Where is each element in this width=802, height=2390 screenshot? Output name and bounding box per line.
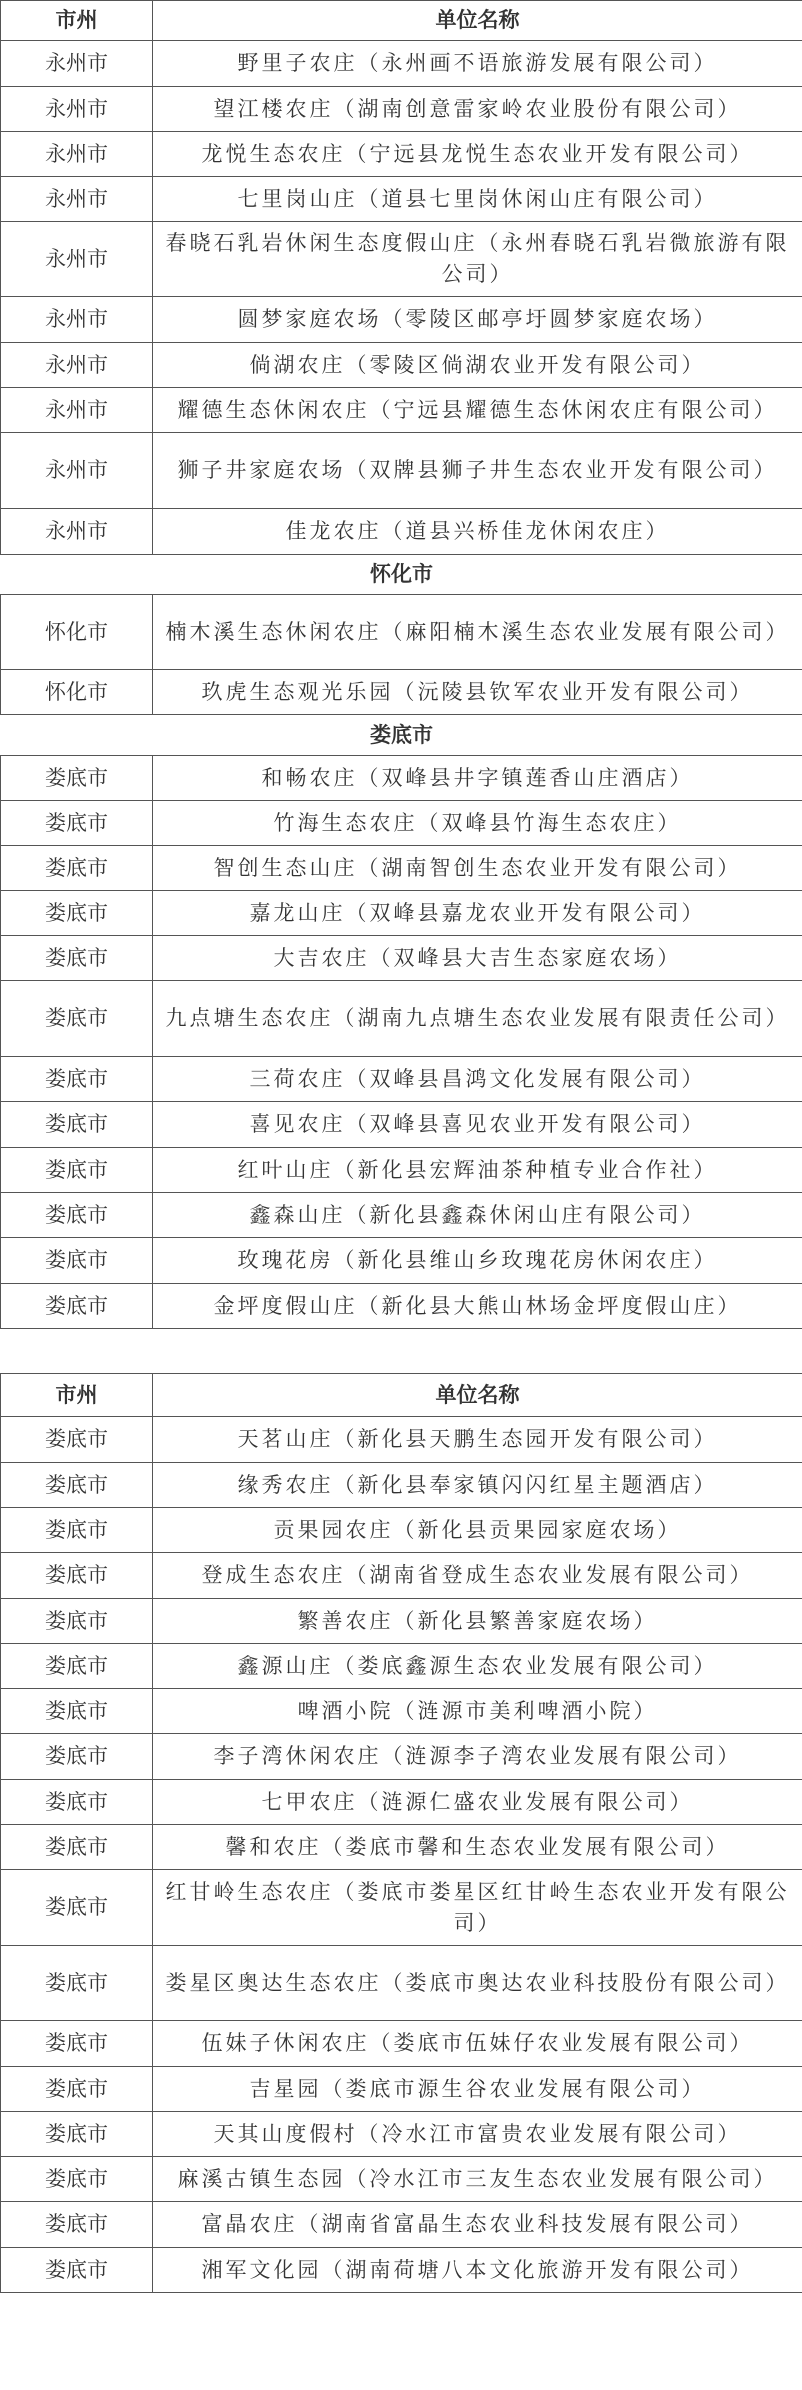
city-cell: 娄底市: [1, 1553, 153, 1599]
table-row: [1, 87, 802, 132]
table-row: [1, 297, 802, 343]
unit-name-cell: 金坪度假山庄（新化县大熊山林场金坪度假山庄）: [153, 1284, 802, 1329]
city-cell: 娄底市: [1, 1193, 153, 1238]
farm-table-2: [0, 1373, 802, 2293]
unit-name-cell: 繁善农庄（新化县繁善家庭农场）: [153, 1599, 802, 1644]
unit-name-cell: 李子湾休闲农庄（涟源李子湾农业发展有限公司）: [153, 1734, 802, 1780]
unit-name-cell: 富晶农庄（湖南省富晶生态农业科技发展有限公司）: [153, 2202, 802, 2248]
table-row: [1, 756, 802, 801]
city-cell: 娄底市: [1, 1946, 153, 2021]
unit-name-cell: 贡果园农庄（新化县贡果园家庭农场）: [153, 1508, 802, 1553]
table-row: [1, 2067, 802, 2112]
city-cell: 娄底市: [1, 1148, 153, 1193]
table-row: [1, 670, 802, 715]
unit-name-cell: 馨和农庄（娄底市馨和生态农业发展有限公司）: [153, 1825, 802, 1870]
city-cell: 永州市: [1, 177, 153, 222]
unit-name-cell: 龙悦生态农庄（宁远县龙悦生态农业开发有限公司）: [153, 132, 802, 177]
city-cell: 永州市: [1, 132, 153, 177]
table-row: [1, 1825, 802, 1870]
table-header-row: [1, 1, 802, 41]
table-row: [1, 2157, 802, 2202]
table-row: [1, 1238, 802, 1284]
table-row: [1, 1553, 802, 1599]
unit-name-cell: 玫瑰花房（新化县维山乡玫瑰花房休闲农庄）: [153, 1238, 802, 1284]
unit-name-cell: 嘉龙山庄（双峰县嘉龙农业开发有限公司）: [153, 891, 802, 936]
unit-name-cell: 缘秀农庄（新化县奉家镇闪闪红星主题酒店）: [153, 1463, 802, 1508]
city-cell: 怀化市: [1, 670, 153, 715]
table-row: [1, 343, 802, 388]
header-unit-name: 单位名称: [153, 1, 802, 41]
unit-name-cell: 大吉农庄（双峰县大吉生态家庭农场）: [153, 936, 802, 981]
header-unit-name: 单位名称: [153, 1374, 802, 1417]
table-row: [1, 132, 802, 177]
unit-name-cell: 喜见农庄（双峰县喜见农业开发有限公司）: [153, 1102, 802, 1148]
table-header-row: [1, 1374, 802, 1417]
city-cell: 娄底市: [1, 2157, 153, 2202]
unit-name-cell: 登成生态农庄（湖南省登成生态农业发展有限公司）: [153, 1553, 802, 1599]
unit-name-cell: 伍妹子休闲农庄（娄底市伍妹仔农业发展有限公司）: [153, 2021, 802, 2067]
city-cell: 娄底市: [1, 801, 153, 846]
city-cell: 娄底市: [1, 1102, 153, 1148]
city-cell: 娄底市: [1, 1870, 153, 1946]
table-row: [1, 846, 802, 891]
unit-name-cell: 野里子农庄（永州画不语旅游发展有限公司）: [153, 41, 802, 87]
table-row: [1, 388, 802, 433]
city-cell: 永州市: [1, 509, 153, 555]
city-cell: 娄底市: [1, 891, 153, 936]
city-cell: 娄底市: [1, 1780, 153, 1825]
city-cell: 永州市: [1, 343, 153, 388]
city-cell: 娄底市: [1, 1689, 153, 1734]
table-row: [1, 1599, 802, 1644]
city-cell: 永州市: [1, 433, 153, 509]
table-row: [1, 1689, 802, 1734]
unit-name-cell: 九点塘生态农庄（湖南九点塘生态农业发展有限责任公司）: [153, 981, 802, 1057]
table-row: [1, 1102, 802, 1148]
city-cell: 娄底市: [1, 1463, 153, 1508]
unit-name-cell: 春晓石乳岩休闲生态度假山庄（永州春晓石乳岩微旅游有限公司）: [153, 222, 802, 297]
table-row: [1, 1870, 802, 1946]
table-row: [1, 1148, 802, 1193]
table-row: [1, 177, 802, 222]
table-row: [1, 1734, 802, 1780]
city-cell: 娄底市: [1, 1734, 153, 1780]
city-cell: 娄底市: [1, 2202, 153, 2248]
table-row: [1, 801, 802, 846]
city-cell: 娄底市: [1, 936, 153, 981]
table-row: [1, 1508, 802, 1553]
unit-name-cell: 天其山度假村（冷水江市富贵农业发展有限公司）: [153, 2112, 802, 2157]
unit-name-cell: 鑫森山庄（新化县鑫森休闲山庄有限公司）: [153, 1193, 802, 1238]
city-cell: 永州市: [1, 388, 153, 433]
section-header-row: [1, 715, 802, 756]
table-row: [1, 891, 802, 936]
unit-name-cell: 望江楼农庄（湖南创意雷家岭农业股份有限公司）: [153, 87, 802, 132]
city-cell: 娄底市: [1, 1284, 153, 1329]
table-row: [1, 1284, 802, 1329]
city-cell: 娄底市: [1, 1599, 153, 1644]
unit-name-cell: 麻溪古镇生态园（冷水江市三友生态农业发展有限公司）: [153, 2157, 802, 2202]
unit-name-cell: 智创生态山庄（湖南智创生态农业开发有限公司）: [153, 846, 802, 891]
unit-name-cell: 耀德生态休闲农庄（宁远县耀德生态休闲农庄有限公司）: [153, 388, 802, 433]
table-row: [1, 41, 802, 87]
section-title: 娄底市: [1, 715, 802, 756]
city-cell: 娄底市: [1, 981, 153, 1057]
unit-name-cell: 鑫源山庄（娄底鑫源生态农业发展有限公司）: [153, 1644, 802, 1689]
table-row: [1, 1463, 802, 1508]
unit-name-cell: 和畅农庄（双峰县井字镇莲香山庄酒店）: [153, 756, 802, 801]
unit-name-cell: 狮子井家庭农场（双牌县狮子井生态农业开发有限公司）: [153, 433, 802, 509]
unit-name-cell: 竹海生态农庄（双峰县竹海生态农庄）: [153, 801, 802, 846]
table-row: [1, 1780, 802, 1825]
city-cell: 娄底市: [1, 1417, 153, 1463]
unit-name-cell: 七甲农庄（涟源仁盛农业发展有限公司）: [153, 1780, 802, 1825]
city-cell: 怀化市: [1, 595, 153, 670]
city-cell: 娄底市: [1, 846, 153, 891]
header-city: 市州: [1, 1374, 153, 1417]
unit-name-cell: 红甘岭生态农庄（娄底市娄星区红甘岭生态农业开发有限公司）: [153, 1870, 802, 1946]
table-row: [1, 595, 802, 670]
city-cell: 娄底市: [1, 756, 153, 801]
unit-name-cell: 楠木溪生态休闲农庄（麻阳楠木溪生态农业发展有限公司）: [153, 595, 802, 670]
table-row: [1, 981, 802, 1057]
city-cell: 娄底市: [1, 2248, 153, 2293]
city-cell: 娄底市: [1, 1644, 153, 1689]
city-cell: 娄底市: [1, 1825, 153, 1870]
unit-name-cell: 天茗山庄（新化县天鹏生态园开发有限公司）: [153, 1417, 802, 1463]
unit-name-cell: 红叶山庄（新化县宏辉油茶种植专业合作社）: [153, 1148, 802, 1193]
city-cell: 娄底市: [1, 2067, 153, 2112]
city-cell: 娄底市: [1, 1238, 153, 1284]
table-row: [1, 936, 802, 981]
unit-name-cell: 啤酒小院（涟源市美利啤酒小院）: [153, 1689, 802, 1734]
city-cell: 永州市: [1, 222, 153, 297]
table-row: [1, 509, 802, 555]
unit-name-cell: 玖虎生态观光乐园（沅陵县钦军农业开发有限公司）: [153, 670, 802, 715]
table-row: [1, 222, 802, 297]
unit-name-cell: 娄星区奥达生态农庄（娄底市奥达农业科技股份有限公司）: [153, 1946, 802, 2021]
table-row: [1, 2021, 802, 2067]
city-cell: 永州市: [1, 87, 153, 132]
header-city: 市州: [1, 1, 153, 41]
city-cell: 娄底市: [1, 2021, 153, 2067]
table-row: [1, 1644, 802, 1689]
city-cell: 娄底市: [1, 2112, 153, 2157]
table-row: [1, 2202, 802, 2248]
city-cell: 永州市: [1, 297, 153, 343]
unit-name-cell: 三荷农庄（双峰县昌鸿文化发展有限公司）: [153, 1057, 802, 1102]
section-header-row: [1, 555, 802, 595]
table-row: [1, 2112, 802, 2157]
unit-name-cell: 吉星园（娄底市源生谷农业发展有限公司）: [153, 2067, 802, 2112]
table-row: [1, 1417, 802, 1463]
section-title: 怀化市: [1, 555, 802, 595]
table-row: [1, 1193, 802, 1238]
city-cell: 娄底市: [1, 1508, 153, 1553]
table-row: [1, 433, 802, 509]
unit-name-cell: 七里岗山庄（道县七里岗休闲山庄有限公司）: [153, 177, 802, 222]
unit-name-cell: 圆梦家庭农场（零陵区邮亭圩圆梦家庭农场）: [153, 297, 802, 343]
table-row: [1, 2248, 802, 2293]
unit-name-cell: 倘湖农庄（零陵区倘湖农业开发有限公司）: [153, 343, 802, 388]
table-row: [1, 1057, 802, 1102]
table-row: [1, 1946, 802, 2021]
unit-name-cell: 湘军文化园（湖南荷塘八本文化旅游开发有限公司）: [153, 2248, 802, 2293]
unit-name-cell: 佳龙农庄（道县兴桥佳龙休闲农庄）: [153, 509, 802, 555]
city-cell: 永州市: [1, 41, 153, 87]
city-cell: 娄底市: [1, 1057, 153, 1102]
